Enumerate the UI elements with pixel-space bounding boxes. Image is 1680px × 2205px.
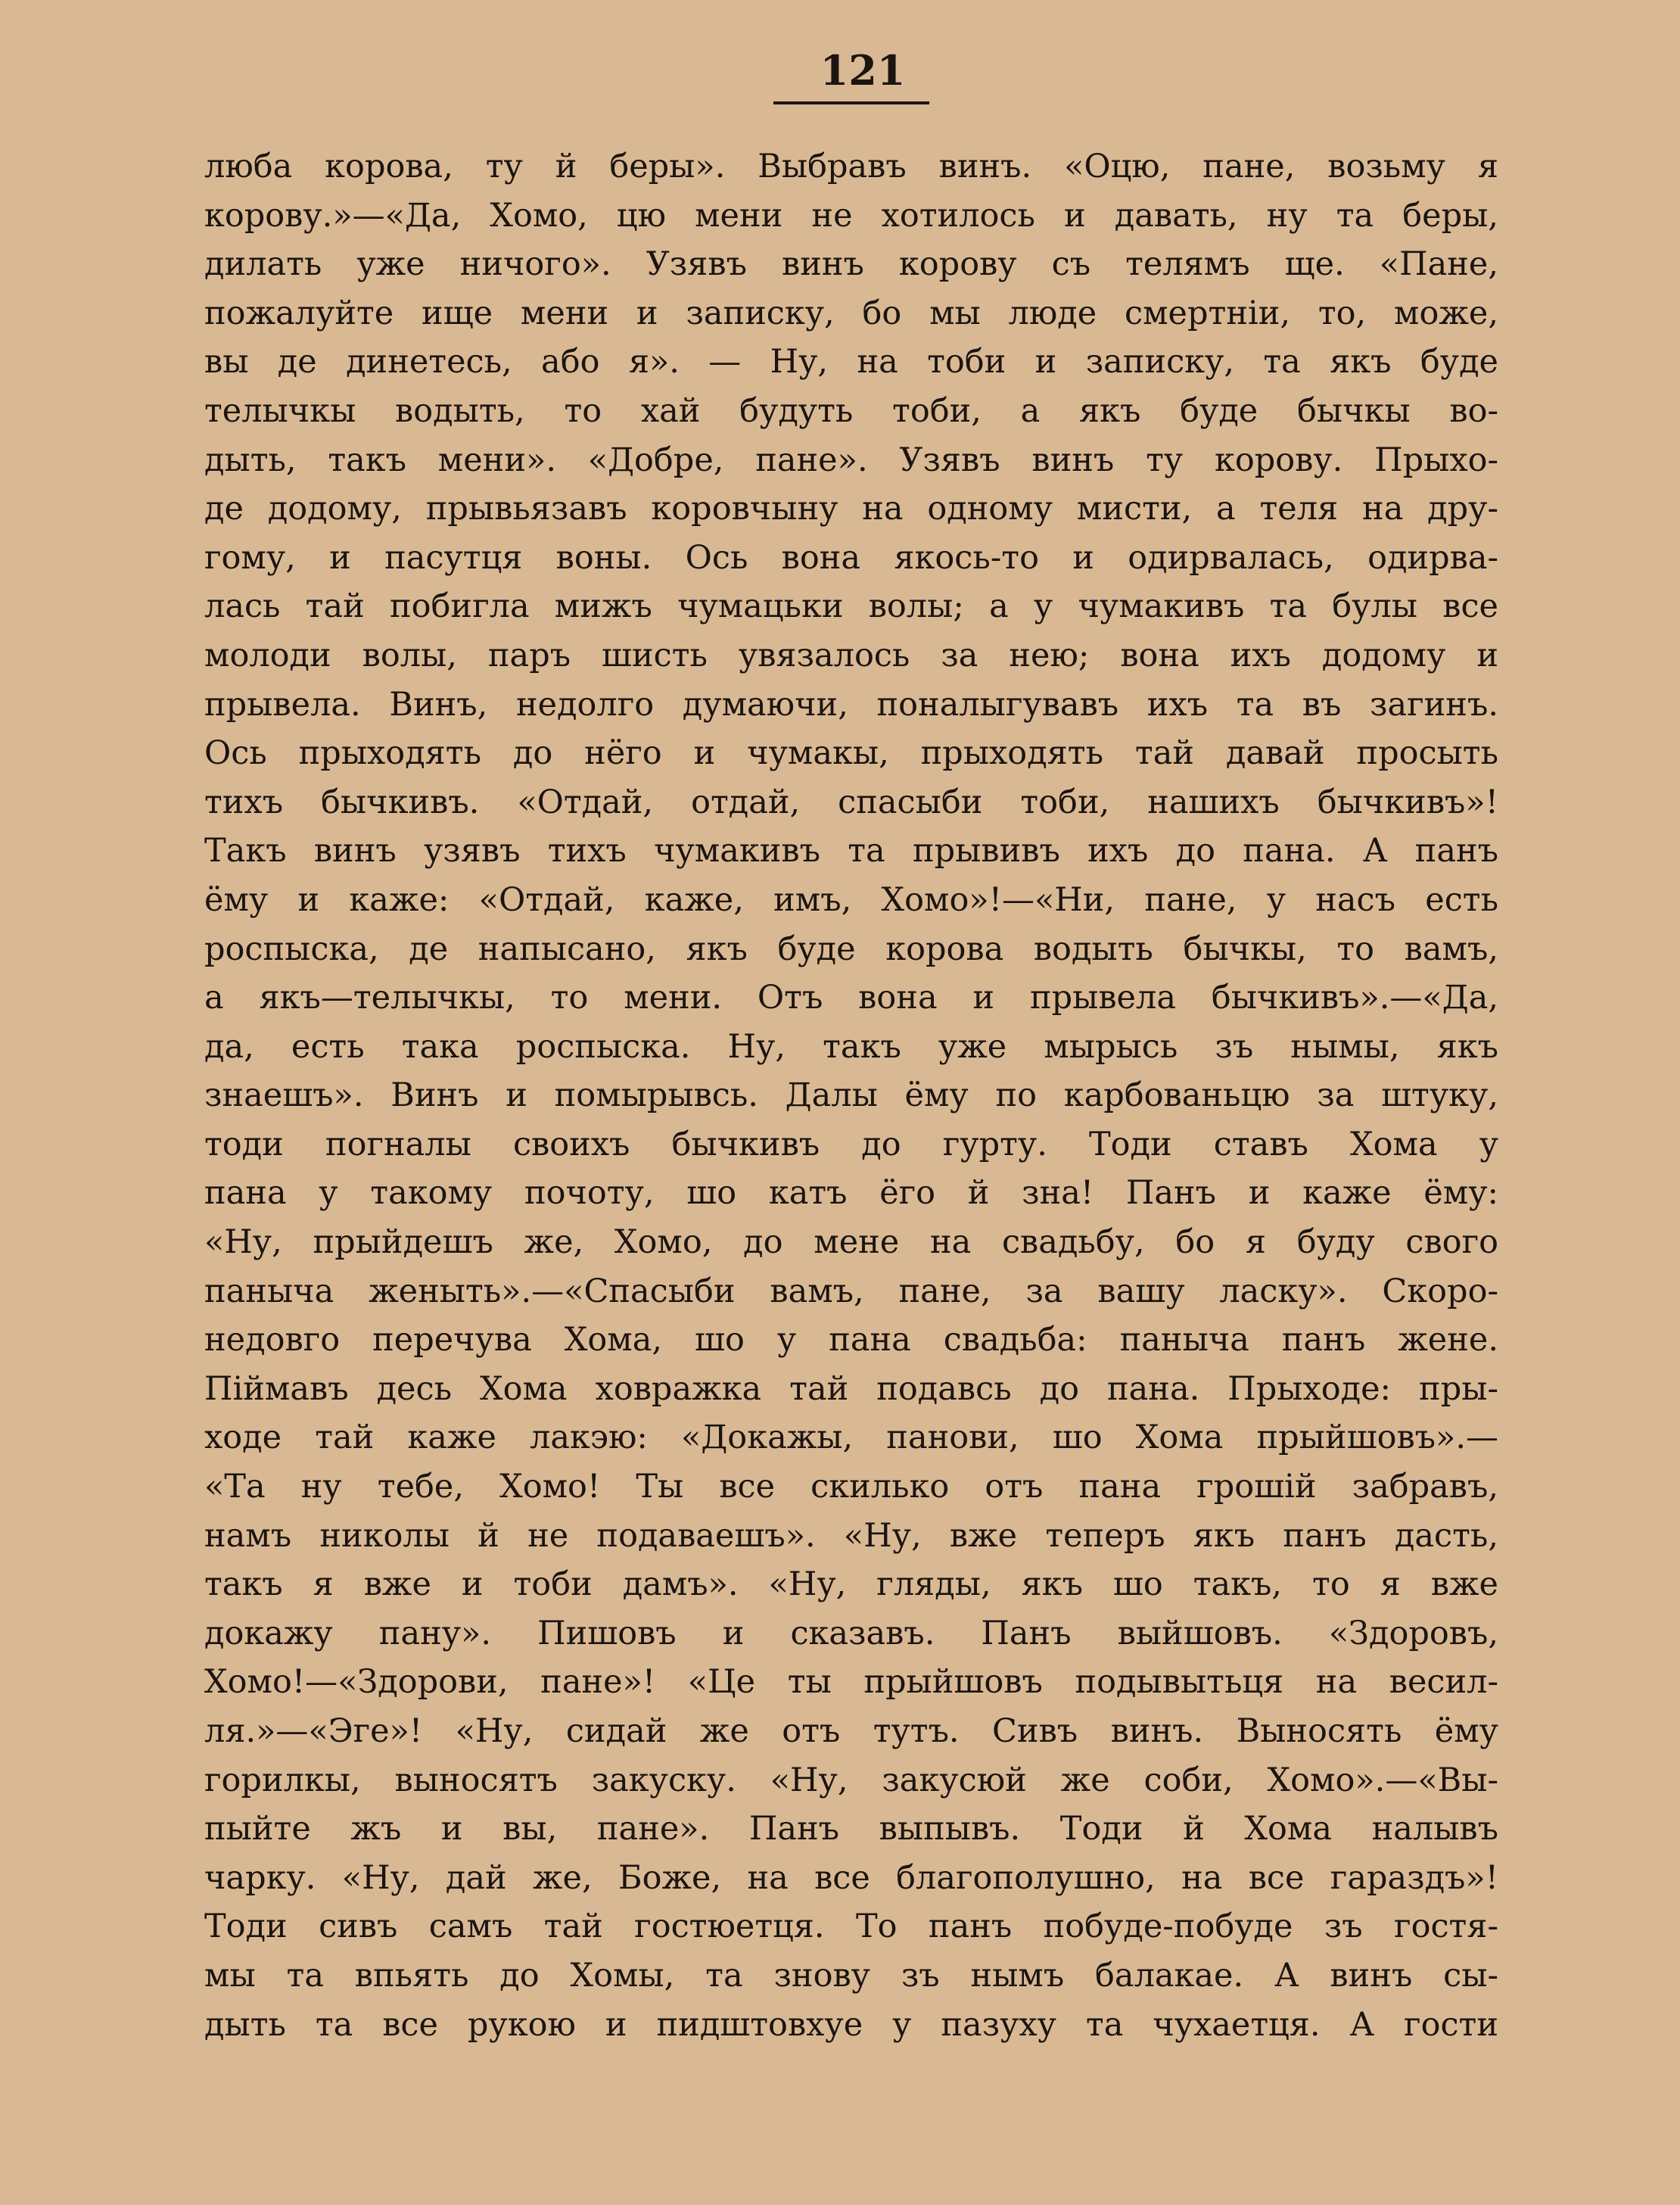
text-line: мы та впьять до Хомы, та знову зъ нымъ балакае. А винъ сы- bbox=[204, 1956, 1498, 1995]
text-line: телычкы водыть, то хай будуть тоби, а якъ буде бычкы во- bbox=[204, 391, 1498, 430]
body-text bbox=[204, 142, 1498, 2049]
text-line: люба корова, ту й беры». Выбравъ винъ. «Оцю, пане, возьму я bbox=[204, 148, 1498, 185]
text-line: Такъ винъ узявъ тихъ чумакивъ та прывивъ ихъ до пана. А панъ bbox=[204, 832, 1498, 870]
page-number: 121 bbox=[820, 46, 906, 95]
text-line: горилкы, выносятъ закуску. «Ну, закусюй же соби, Хомо».—«Вы- bbox=[204, 1761, 1498, 1799]
text-line: лась тай побигла мижъ чумацьки волы; а у чумакивъ та булы все bbox=[204, 587, 1498, 626]
text-line: дилать уже ничого». Узявъ винъ корову съ телямъ ще. «Пане, bbox=[204, 245, 1498, 284]
page-number-rule bbox=[773, 101, 929, 104]
text-line: пана у такому почоту, шо катъ ёго й зна! Панъ и каже ёму: bbox=[204, 1174, 1498, 1213]
text-line: прывела. Винъ, недолго думаючи, поналыгувавъ ихъ та въ загинъ. bbox=[204, 685, 1498, 724]
text-line: вы де динетесь, або я». — Ну, на тоби и записку, та якъ буде bbox=[204, 343, 1498, 382]
text-line: пожалуйте ище мени и записку, бо мы люде смертніи, то, може, bbox=[204, 294, 1498, 332]
text-line: паныча женыть».—«Спасыби вамъ, пане, за вашу ласку». Скоро- bbox=[204, 1272, 1498, 1310]
text-line: дыть та все рукою и пидштовхуе у пазуху та чухаетця. А гости bbox=[204, 2005, 1498, 2044]
text-line: знаешъ». Винъ и помырывсь. Далы ёму по карбованьцю за штуку, bbox=[204, 1076, 1498, 1115]
text-line: Хомо!—«Здорови, пане»! «Це ты прыйшовъ подывытьця на весил- bbox=[204, 1663, 1498, 1702]
text-line: «Ну, прыйдешъ же, Хомо, до мене на свадьбу, бо я буду свого bbox=[204, 1223, 1498, 1262]
text-line: такъ я вже и тоби дамъ». «Ну, гляды, якъ шо такъ, то я вже bbox=[204, 1565, 1498, 1604]
text-line: тихъ бычкивъ. «Отдай, отдай, спасыби тоби, нашихъ бычкивъ»! bbox=[204, 783, 1498, 821]
text-line: дыть, такъ мени». «Добре, пане». Узявъ винъ ту корову. Прыхо- bbox=[204, 441, 1498, 479]
text-line: Ось прыходять до нёго и чумакы, прыходять тай давай просыть bbox=[204, 734, 1498, 773]
text-line: «Та ну тебе, Хомо! Ты все скилько отъ пана грошій забравъ, bbox=[204, 1468, 1498, 1506]
text-line: пыйте жъ и вы, пане». Панъ выпывъ. Тоди й Хома налывъ bbox=[204, 1810, 1498, 1848]
text-line: де додому, прывьязавъ коровчыну на одному мисти, а теля на дру- bbox=[204, 490, 1498, 528]
text-line: докажу пану». Пишовъ и сказавъ. Панъ выйшовъ. «Здоровъ, bbox=[204, 1614, 1498, 1652]
text-line: недовго перечува Хома, шо у пана свадьба: паныча панъ жене. bbox=[204, 1321, 1498, 1359]
text-line: а якъ—телычкы, то мени. Отъ вона и прывела бычкивъ».—«Да, bbox=[204, 979, 1498, 1017]
text-line: Піймавъ десь Хома ховражка тай подавсь до пана. Прыходе: пры- bbox=[204, 1369, 1498, 1408]
text-line: да, есть така роспыска. Ну, такъ уже мырысь зъ нымы, якъ bbox=[204, 1027, 1498, 1066]
text-line: ля.»—«Эге»! «Ну, сидай же отъ тутъ. Сивъ винъ. Выносять ёму bbox=[204, 1712, 1498, 1750]
text-line: ёму и каже: «Отдай, каже, имъ, Хомо»!—«Ни, пане, у насъ есть bbox=[204, 880, 1498, 919]
text-line: намъ николы й не подаваешъ». «Ну, вже теперъ якъ панъ дасть, bbox=[204, 1516, 1498, 1555]
text-line: тоди погналы своихъ бычкивъ до гурту. Тоди ставъ Хома у bbox=[204, 1125, 1498, 1163]
text-line: Тоди сивъ самъ тай гостюетця. То панъ побуде-побуде зъ гостя- bbox=[204, 1908, 1498, 1946]
text-line: чарку. «Ну, дай же, Боже, на все благополушно, на все гараздъ»! bbox=[204, 1858, 1498, 1897]
text-line: роспыска, де напысано, якъ буде корова водыть бычкы, то вамъ, bbox=[204, 930, 1498, 968]
text-line: гому, и пасутця воны. Ось вона якось-то и одирвалась, одирва- bbox=[204, 538, 1498, 577]
text-line: молоди волы, паръ шисть увязалось за нею; вона ихъ додому и bbox=[204, 636, 1498, 674]
text-line: корову.»—«Да, Хомо, цю мени не хотилось и давать, ну та беры, bbox=[204, 196, 1498, 235]
text-line: ходе тай каже лакэю: «Докажы, панови, шо Хома прыйшовъ».— bbox=[204, 1419, 1498, 1457]
